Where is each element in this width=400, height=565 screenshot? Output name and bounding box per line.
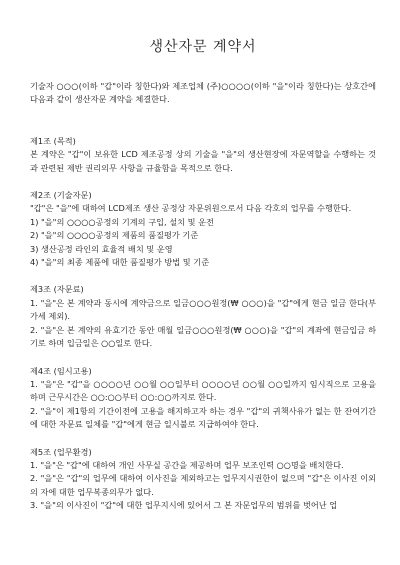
article-heading: 제2조 (기술자문): [30, 190, 92, 201]
article-line: 3) 생산공정 라인의 효율적 배치 및 운영: [30, 243, 173, 254]
article-4: [30, 365, 376, 432]
article-5: [30, 446, 376, 513]
article-line: 2. "을"이 제1항의 기간이전에 고용을 해지하고자 하는 경우 "갑"의 귀책사유가 없는 한 잔여기간에 대한 자문료 일체를 "갑"에게 현금 일시불로 지급하여야 한다.: [30, 405, 376, 430]
article-line: 3. "을"의 이사진이 "갑"에 대한 업무지시에 있어서 그 본 자문업무의 범위를 벗어난 업: [30, 500, 338, 511]
article-line: 1. "을"은 "갑"에 대하여 개인 사무실 공간을 제공하며 업무 보조인력 ○○명을 배치한다.: [30, 459, 344, 470]
article-line: 1) "을"의 ○○○○공정의 기계의 구입, 설치 및 운전: [30, 216, 214, 227]
article-line: 1. "을"은 "갑"을 ○○○○년 ○○월 ○○일부터 ○○○○년 ○○월 ○○일까지 임시직으로 고용을 하며 근무시간은 ○○:○○부터 ○○:○○까지로 한다.: [30, 378, 376, 403]
article-line: 4) "을"의 최종 제품에 대한 품질평가 방법 및 기준: [30, 257, 210, 268]
article-heading: 제5조 (업무환경): [30, 446, 92, 457]
article-line: 1. "을"은 본 계약과 동시에 계약금으로 일금○○○원정(₩ ○○○)을 "갑"에게 현금 일금 한다(부가세 제외).: [30, 297, 376, 322]
article-heading: 제1조 (목적): [30, 135, 76, 146]
article-line: "갑"은 "을"에 대하여 LCD제조 생산 공정상 자문위원으로서 다음 각호의 업무를 수행한다.: [30, 203, 352, 214]
article-heading: 제3조 (자문료): [30, 284, 84, 295]
document-title: 생산자문 계약서: [149, 39, 257, 55]
article-line: 2. "을"은 "갑"의 업무에 대하여 이사진을 제외하고는 업무지시권한이 없으며 "갑"은 이사진 이외의 자에 대한 업무복종의무가 없다.: [30, 473, 376, 497]
article-heading: 제4조 (임시고용): [30, 365, 92, 376]
article-line: 2) "을"의 ○○○○공정의 제품의 품질평가 기준: [30, 230, 199, 241]
article-1: [30, 135, 376, 175]
article-line: 2. "을"은 본 계약의 유효기간 동안 매월 일금○○○원정(₩ ○○○)을 "갑"의 계좌에 현금입금 하기로 하며 입금일은 ○○일로 한다.: [30, 324, 376, 349]
article-2: [30, 189, 376, 269]
article-line: 본 계약은 "갑"이 보유한 LCD 제조공정 상의 기술을 "을"의 생산현장에 자문역할을 수행하는 것과 관련된 제반 권리의무 사항을 규율함을 목적으로 한다.: [30, 149, 376, 173]
intro-paragraph: 기술자 ○○○(이하 "갑"이라 칭한다)와 제조업체 (주)○○○○(이하 "을"이라 칭한다)는 상호간에 다음과 같이 생산자문 계약을 체결한다.: [30, 81, 376, 105]
article-3: [30, 283, 376, 350]
